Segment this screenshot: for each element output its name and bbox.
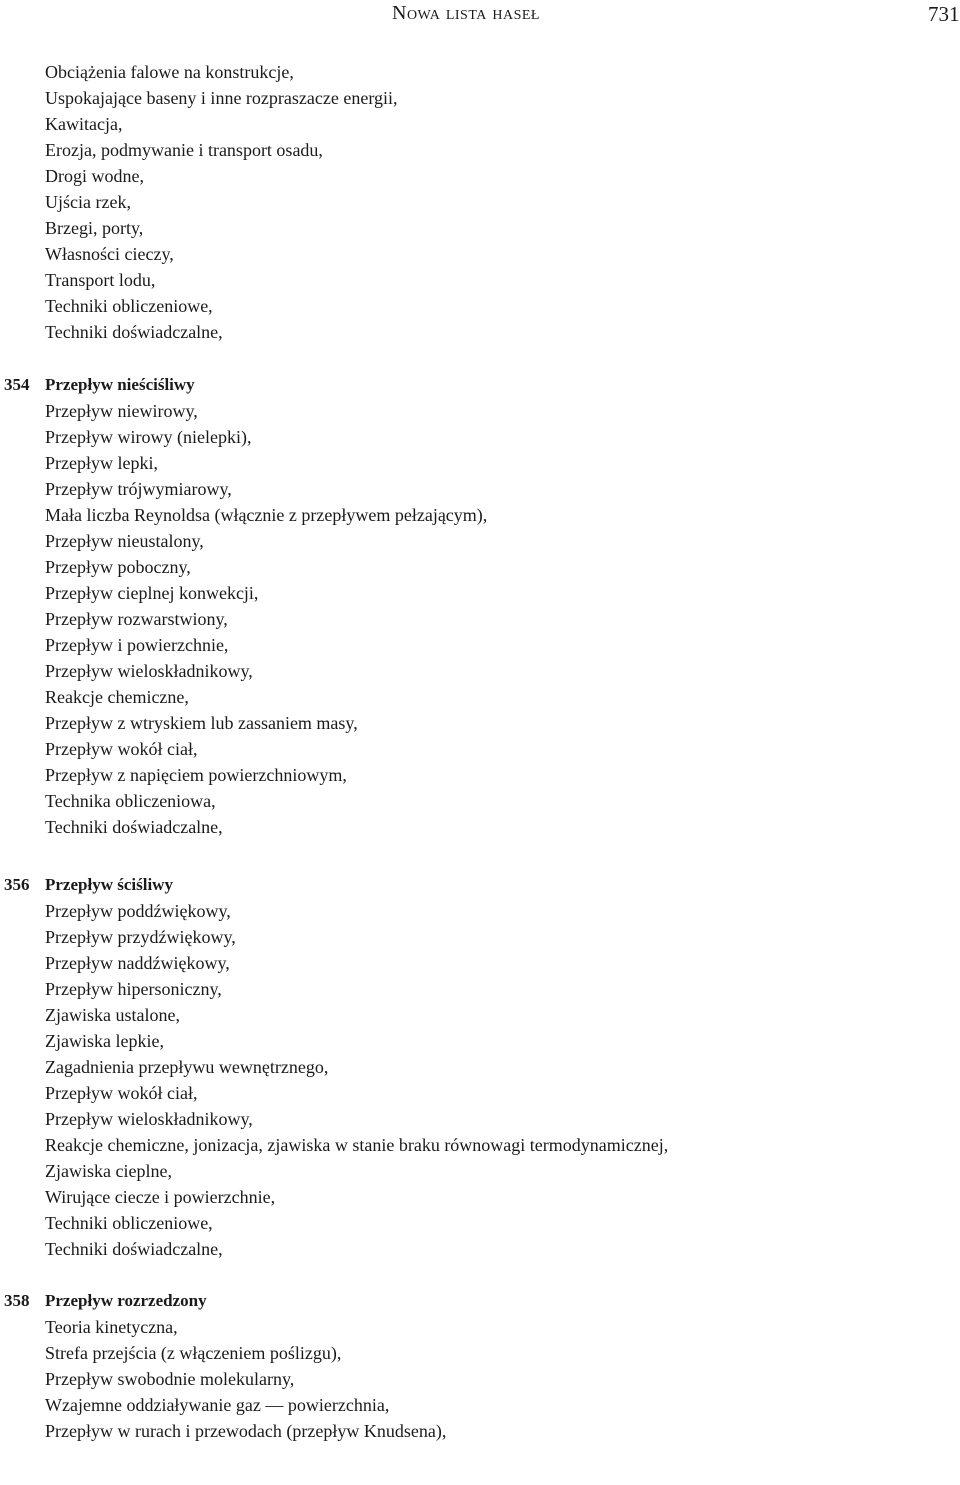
list-item: Przepływ rozwarstwiony, bbox=[45, 609, 228, 629]
list-item: Zjawiska cieplne, bbox=[45, 1161, 172, 1181]
list-item: Teoria kinetyczna, bbox=[45, 1317, 178, 1337]
list-item: Ujścia rzek, bbox=[45, 192, 131, 212]
list-item: Przepływ wokół ciał, bbox=[45, 739, 198, 759]
list-item: Drogi wodne, bbox=[45, 166, 144, 186]
list-item: Przepływ wieloskładnikowy, bbox=[45, 1109, 253, 1129]
list-item: Przepływ cieplnej konwekcji, bbox=[45, 583, 259, 603]
list-item: Zjawiska lepkie, bbox=[45, 1031, 164, 1051]
list-item: Mała liczba Reynoldsa (włącznie z przepływem pełzającym), bbox=[45, 505, 488, 525]
list-item: Zagadnienia przepływu wewnętrznego, bbox=[45, 1057, 329, 1077]
list-item: Przepływ poddźwiękowy, bbox=[45, 901, 231, 921]
list-item: Przepływ hipersoniczny, bbox=[45, 979, 222, 999]
list-item: Przepływ naddźwiękowy, bbox=[45, 953, 230, 973]
section-number: 354 bbox=[4, 375, 30, 394]
list-item: Techniki doświadczalne, bbox=[45, 817, 223, 837]
list-item: Przepływ i powierzchnie, bbox=[45, 635, 229, 655]
list-item: Przepływ trójwymiarowy, bbox=[45, 479, 232, 499]
section-number: 358 bbox=[4, 1291, 30, 1310]
list-item: Wzajemne oddziaływanie gaz — powierzchnia, bbox=[45, 1395, 390, 1415]
list-item: Przepływ niewirowy, bbox=[45, 401, 198, 421]
list-item: Przepływ wirowy (nielepki), bbox=[45, 427, 252, 447]
section-title: Przepływ nieściśliwy bbox=[45, 375, 195, 394]
list-item: Przepływ lepki, bbox=[45, 453, 158, 473]
section-title: Przepływ ściśliwy bbox=[45, 875, 173, 894]
list-item: Przepływ z wtryskiem lub zassaniem masy, bbox=[45, 713, 358, 733]
list-item: Reakcje chemiczne, jonizacja, zjawiska w stanie braku równowagi termodynamicznej, bbox=[45, 1135, 669, 1155]
list-item: Przepływ w rurach i przewodach (przepływ Knudsena), bbox=[45, 1421, 447, 1441]
list-item: Przepływ wokół ciał, bbox=[45, 1083, 198, 1103]
section-title: Przepływ rozrzedzony bbox=[45, 1291, 207, 1310]
list-item: Transport lodu, bbox=[45, 270, 156, 290]
list-item: Przepływ swobodnie molekularny, bbox=[45, 1369, 295, 1389]
page-number: 731 bbox=[928, 2, 960, 26]
list-item: Obciążenia falowe na konstrukcje, bbox=[45, 62, 294, 82]
list-item: Zjawiska ustalone, bbox=[45, 1005, 180, 1025]
list-item: Przepływ wieloskładnikowy, bbox=[45, 661, 253, 681]
list-item: Przepływ poboczny, bbox=[45, 557, 191, 577]
list-item: Uspokajające baseny i inne rozpraszacze energii, bbox=[45, 88, 398, 108]
list-item: Brzegi, porty, bbox=[45, 218, 144, 238]
section-number: 356 bbox=[4, 875, 30, 894]
list-item: Erozja, podmywanie i transport osadu, bbox=[45, 140, 323, 160]
list-item: Techniki doświadczalne, bbox=[45, 322, 223, 342]
list-item: Techniki doświadczalne, bbox=[45, 1239, 223, 1259]
list-item: Kawitacja, bbox=[45, 114, 123, 134]
list-item: Przepływ z napięciem powierzchniowym, bbox=[45, 765, 347, 785]
list-item: Wirujące ciecze i powierzchnie, bbox=[45, 1187, 276, 1207]
list-item: Techniki obliczeniowe, bbox=[45, 1213, 213, 1233]
list-item: Własności cieczy, bbox=[45, 244, 174, 264]
list-item: Przepływ przydźwiękowy, bbox=[45, 927, 236, 947]
list-item: Przepływ nieustalony, bbox=[45, 531, 204, 551]
running-header-title: Nowa lista haseł bbox=[392, 2, 540, 24]
list-item: Reakcje chemiczne, bbox=[45, 687, 189, 707]
list-item: Techniki obliczeniowe, bbox=[45, 296, 213, 316]
list-item: Strefa przejścia (z włączeniem poślizgu), bbox=[45, 1343, 342, 1363]
list-item: Technika obliczeniowa, bbox=[45, 791, 216, 811]
